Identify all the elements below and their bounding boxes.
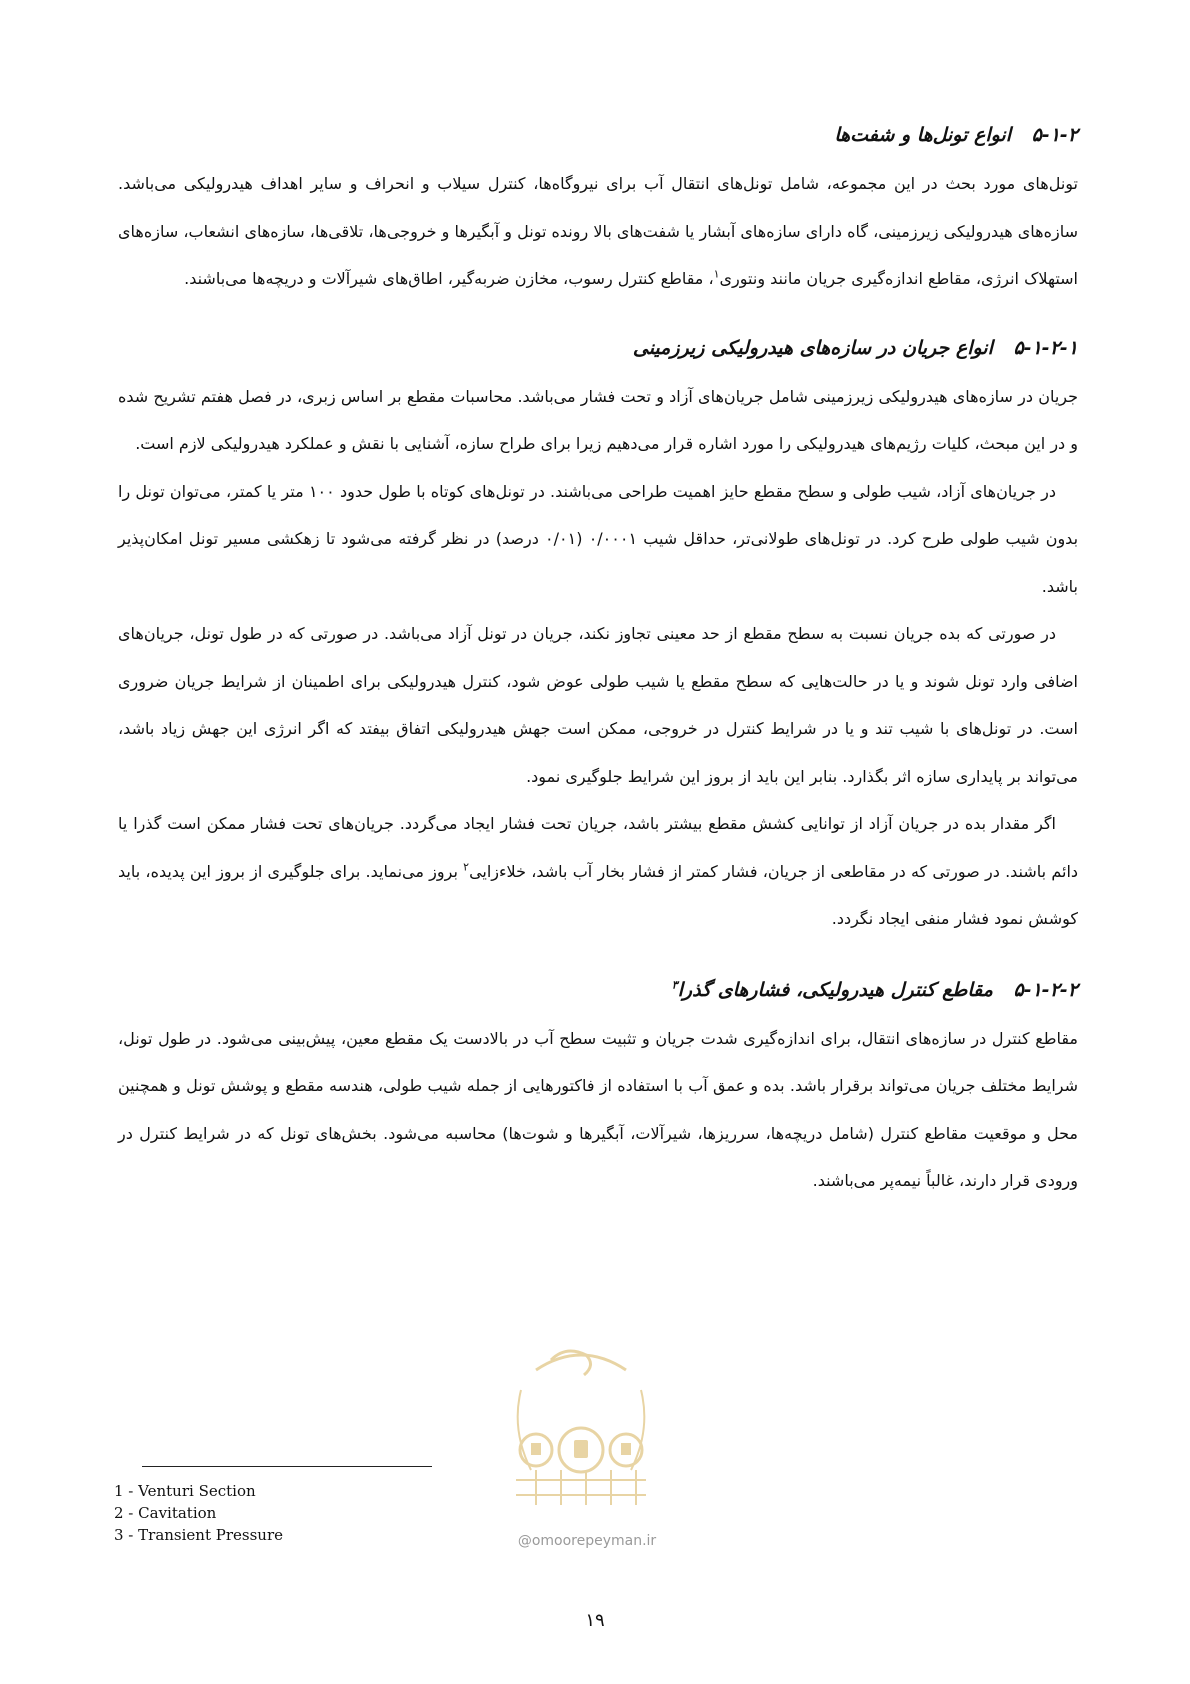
watermark-seal-icon	[496, 1330, 666, 1510]
section-number: ۵-۱-۲-۱	[1013, 336, 1078, 359]
footnote: 3 - Transient Pressure	[114, 1526, 283, 1544]
page-number: ۱۹	[585, 1610, 605, 1631]
section-title: مقاطع کنترل هیدرولیکی، فشارهای گذرا	[677, 978, 993, 1001]
paragraph-text: اگر مقدار بده در جریان آزاد از توانایی کشش مقطع بیشتر باشد، جریان تحت فشار ایجاد می‌گردد. جریان‌های تحت فشار ممکن است گذرا یا دائم باشند. در صورتی که در مقاطعی از جریان، فشار کمتر از فشار بخار آب باشد، خلاءزایی	[118, 814, 1079, 881]
section-heading	[118, 973, 1078, 1007]
section-heading	[118, 118, 1078, 152]
section-number: ۵-۱-۲-۲	[1013, 978, 1078, 1001]
footnote-ref: ۳	[671, 978, 678, 992]
footnote-ref: ۱	[713, 267, 720, 281]
page-content	[118, 118, 1078, 1205]
paragraph: جریان در سازه‌های هیدرولیکی زیرزمینی شامل جریان‌های آزاد و تحت فشار می‌باشد. محاسبات مقطع بر اساس زبری، در فصل هفتم تشریح شده و در این مبحث، کلیات رژیم‌های هیدرولیکی را مورد اشاره قرار می‌دهیم زیرا برای طراح سازه، آشنایی با نقش و عملکرد هیدرولیکی لازم است.	[118, 386, 1078, 453]
section-title: انواع تونل‌ها و شفت‌ها	[834, 124, 1011, 146]
footnote-ref: ۲	[463, 860, 470, 874]
paragraph: در جریان‌های آزاد، شیب طولی و سطح مقطع حایز اهمیت طراحی می‌باشند. در تونل‌های کوتاه با طول حدود ۱۰۰ متر یا کمتر، می‌توان تونل را بدون شیب طولی طرح کرد. در تونل‌های طولانی‌تر، حداقل شیب ۰/۰۰۰۱ (۰/۰۱ درصد) در نظر گرفته می‌شود تا زهکشی مسیر تونل امکان‌پذیر باشد.	[118, 481, 1079, 596]
footnote: 2 - Cavitation	[114, 1504, 217, 1522]
section-heading	[118, 331, 1078, 365]
paragraph-text: تونل‌های مورد بحث در این مجموعه، شامل تونل‌های انتقال آب برای نیروگاه‌ها، کنترل سیلاب و انحراف و سایر اهداف هیدرولیکی می‌باشد. سازه‌های هیدرولیکی زیرزمینی، گاه دارای سازه‌های آبشار یا شفت‌های بالا رونده تونل و آبگیرها و خروجی‌ها، تلاقی‌ها، سازه‌های انشعاب، سازه‌های استهلاک انرژی، مقاطع اندازه‌گیری جریان مانند ونتوری	[118, 174, 1078, 288]
footnote: 1 - Venturi Section	[114, 1482, 256, 1500]
footnotes	[114, 1480, 283, 1546]
paragraph: در صورتی که بده جریان نسبت به سطح مقطع از حد معینی تجاوز نکند، جریان در تونل آزاد می‌باشد. در صورتی که در طول تونل، جریان‌های اضافی وارد تونل شوند و یا در حالت‌هایی که سطح مقطع یا شیب طولی عوض شود، کنترل هیدرولیکی برای اطمینان از شرایط جریان ضروری است. در تونل‌های با شیب تند و یا در شرایط کنترل در خروجی، ممکن است جهش هیدرولیکی اتفاق بیفتد که اگر انرژی این جهش زیاد باشد، می‌تواند بر پایداری سازه اثر بگذارد. بنابر این باید از بروز این شرایط جلوگیری نمود.	[118, 624, 1078, 786]
watermark-text: @omoorepeyman.ir	[517, 1533, 657, 1549]
footnote-divider	[142, 1466, 432, 1467]
section-title: انواع جریان در سازه‌های هیدرولیکی زیرزمینی	[632, 336, 993, 359]
paragraph-text: ، مقاطع کنترل رسوب، مخازن ضربه‌گیر، اطاق‌های شیرآلات و دریچه‌ها می‌باشند.	[184, 269, 714, 288]
paragraph: مقاطع کنترل در سازه‌های انتقال، برای اندازه‌گیری شدت جریان و تثبیت سطح آب در بالادست یک مقطع معین، پیش‌بینی می‌شود. در طول تونل، شرایط مختلف جریان می‌تواند برقرار باشد. بده و عمق آب با استفاده از فاکتورهایی از جمله شیب طولی، هندسه مقطع و پوشش تونل و همچنین محل و موقعیت مقاطع کنترل (شامل دریچه‌ها، سرریزها، شیرآلات، آبگیرها و شوت‌ها) محاسبه می‌شود. بخش‌های تونل که در شرایط کنترل در ورودی قرار دارند، غالباً نیمه‌پر می‌باشند.	[118, 1028, 1078, 1190]
paragraph	[118, 160, 1078, 303]
paragraph-text: بروز می‌نماید. برای جلوگیری از بروز این پدیده، باید کوشش نمود فشار منفی ایجاد نگردد.	[118, 861, 1078, 928]
section-number: ۵-۱-۲	[1031, 124, 1078, 146]
paragraph	[118, 800, 1078, 943]
